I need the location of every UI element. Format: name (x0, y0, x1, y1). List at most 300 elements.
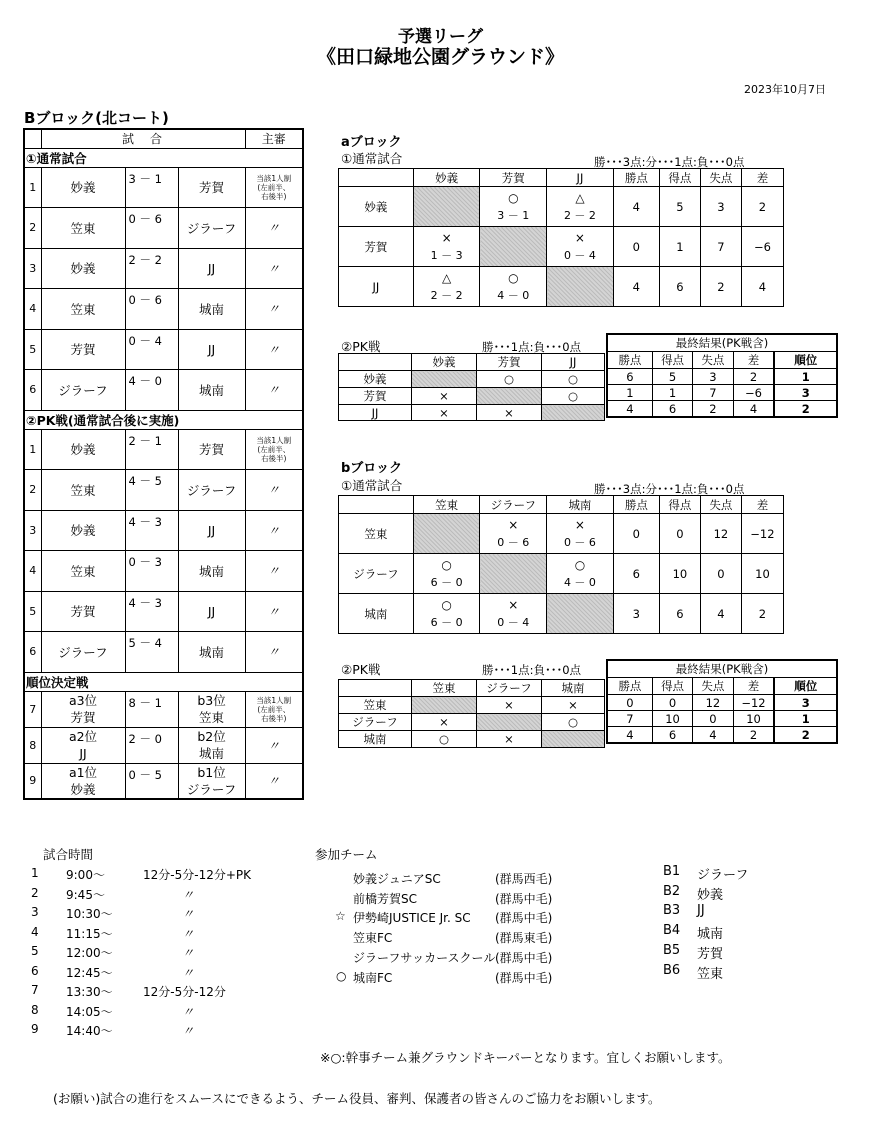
referee-cell (245, 727, 303, 763)
home-team: ジラーフ (41, 632, 125, 673)
slot-label: a2位 (68, 729, 98, 744)
team-col-header: 芳賀 (480, 169, 547, 187)
b-final-table (606, 659, 838, 744)
team-name: 城南 (339, 731, 412, 748)
pk-row (339, 371, 605, 388)
final-stat: −6 (733, 385, 774, 401)
match-number: 5 (24, 591, 41, 632)
result-symbol: × (441, 231, 452, 245)
team-code: B6 (663, 962, 681, 978)
stat-value: 1 (659, 227, 700, 267)
ditto-mark: 〃 (267, 302, 280, 317)
ditto-mark: 〃 (267, 523, 280, 538)
score: 0 － 4 (128, 333, 162, 348)
final-row (607, 369, 837, 385)
result-symbol: ○ (441, 558, 452, 572)
final-stat: 10 (733, 711, 774, 727)
match-header-spacer (24, 129, 41, 148)
home-team: 笠東 (41, 470, 125, 511)
pk-result: ○ (412, 731, 477, 748)
team-row (339, 227, 784, 267)
result-cell (547, 227, 614, 267)
team-code: B1 (663, 864, 681, 879)
final-row (607, 385, 837, 401)
team-col-header: 笠東 (413, 496, 480, 514)
stat-header: 得点 (659, 169, 700, 187)
result-symbol: ○ (508, 271, 519, 285)
ranking-match-row (24, 763, 303, 799)
result-score: 6 － 0 (430, 576, 463, 589)
score-cell (125, 763, 178, 799)
final-stat: 2 (693, 401, 733, 418)
stat-header: 得点 (652, 678, 692, 695)
stat-header: 差 (733, 352, 774, 369)
match-row (24, 208, 303, 249)
final-stat: 1 (607, 385, 652, 401)
referee-note-line: (左前半、 (257, 704, 291, 714)
referee-column-header: 主審 (245, 129, 303, 148)
slot-team: 城南 (199, 746, 225, 761)
slot-label: a1位 (68, 764, 98, 780)
referee-note-line: (左前半、 (257, 444, 291, 454)
match-row (24, 370, 303, 411)
final-stat: 4 (607, 727, 652, 744)
final-row (607, 711, 837, 727)
match-number: 6 (24, 370, 41, 411)
team-code: B5 (663, 942, 681, 958)
referee-cell (245, 370, 303, 411)
corner-cell (339, 354, 412, 371)
away-team: JJ (178, 591, 245, 632)
schedule-number: 5 (31, 944, 39, 958)
pk-result: ○ (542, 388, 605, 405)
stat-value: 4 (613, 267, 659, 307)
result-score: 0 － 4 (563, 249, 596, 262)
match-number: 5 (24, 329, 41, 370)
schedule-number: 6 (31, 963, 39, 978)
schedule-number: 8 (31, 1002, 39, 1017)
team-short-name: 城南 (697, 927, 724, 943)
match-number: 6 (24, 632, 41, 673)
team-name: 笠東 (339, 697, 412, 714)
score: 4 － 0 (128, 374, 162, 388)
team-full-name: 前橋芳賀SC (353, 891, 417, 906)
referee-cell (245, 691, 303, 727)
title-line2: 《田口緑地公園グラウンド》 (316, 46, 564, 68)
referee-note-line: 右後半) (261, 453, 287, 463)
stat-header: 失点 (693, 678, 733, 695)
footer-request: (お願い)試合の進行をスムースにできるよう、チーム役員、審判、保護者の皆さんのご協力をお願いします。 (53, 1091, 661, 1106)
stat-value: 0 (659, 514, 700, 554)
home-team: 芳賀 (41, 591, 125, 632)
result-score: 0 － 6 (563, 536, 596, 549)
away-team: 芳賀 (178, 167, 245, 208)
team-col-header: 城南 (547, 496, 614, 514)
stat-value: 5 (659, 187, 700, 227)
home-team: 笠東 (41, 551, 125, 592)
referee-note-line: 当該1人制 (256, 435, 292, 445)
match-number: 9 (24, 763, 41, 799)
score: 2 － 0 (128, 731, 162, 746)
team-name: 城南 (339, 594, 414, 634)
schedule-number: 2 (31, 885, 39, 900)
stat-value: 2 (700, 267, 741, 307)
result-cell (413, 267, 480, 307)
stat-value: 6 (659, 594, 700, 634)
team-full-name: 笠東FC (353, 931, 393, 946)
team-area: (群馬中毛) (495, 970, 553, 985)
away-team: ジラーフ (178, 208, 245, 249)
score-cell (125, 727, 178, 763)
final-stat: 6 (607, 369, 652, 385)
referee-cell (245, 167, 303, 208)
match-number: 4 (24, 551, 41, 592)
match-number: 7 (24, 691, 41, 727)
away-team: JJ (178, 510, 245, 551)
stat-value: −6 (741, 227, 783, 267)
pk-result: ○ (542, 371, 605, 388)
referee-cell (245, 429, 303, 470)
team-short-name: 妙義 (697, 887, 724, 903)
pk-result: ○ (542, 714, 605, 731)
home-team: 妙義 (41, 167, 125, 208)
result-cell (547, 554, 614, 594)
result-cell (547, 187, 614, 227)
stat-value: 7 (700, 227, 741, 267)
a-block-title: aブロック (341, 135, 402, 150)
a-normal-title: ①通常試合 (341, 151, 403, 166)
stat-value: 6 (659, 267, 700, 307)
score-cell (125, 632, 178, 673)
a-final-table (606, 333, 838, 418)
pk-row (339, 405, 605, 421)
team-name: 妙義 (339, 187, 414, 227)
final-stat: 12 (693, 695, 733, 711)
match-row (24, 510, 303, 551)
referee-note-line: 当該1人制 (256, 173, 292, 183)
schedule-time: 14:40～ (66, 1024, 113, 1038)
stat-header: 失点 (700, 496, 741, 514)
result-score: 4 － 0 (563, 576, 596, 589)
a-round-robin-table (338, 168, 784, 307)
final-row (607, 401, 837, 418)
referee-cell (245, 763, 303, 799)
block-title: Bブロック(北コート) (24, 109, 169, 127)
away-team: ジラーフ (178, 470, 245, 511)
team-col-header: ジラーフ (480, 496, 547, 514)
score: 0 － 5 (128, 767, 162, 782)
slot-label: a3位 (68, 693, 98, 708)
away-team: JJ (178, 329, 245, 370)
a-pk-title: ②PK戦 (341, 339, 381, 354)
a-pk-points-rule: 勝･･･1点:負･･･0点 (482, 340, 582, 354)
schedule-format: 〃 (182, 926, 195, 941)
referee-cell (245, 248, 303, 289)
match-number: 3 (24, 248, 41, 289)
result-symbol: ○ (574, 558, 586, 572)
title-line1: 予選リーグ (398, 27, 483, 47)
self-match-cell (412, 371, 477, 388)
score: 2 － 2 (128, 252, 162, 267)
score-cell (125, 429, 178, 470)
final-stat: 1 (652, 385, 692, 401)
schedule-number: 9 (31, 1022, 39, 1036)
away-team: 城南 (178, 551, 245, 592)
team-full-name: 妙義ジュニアSC (353, 872, 441, 886)
score: 8 － 1 (128, 695, 162, 710)
host-mark: ○ (336, 968, 347, 983)
score-cell (125, 248, 178, 289)
match-row (24, 632, 303, 673)
a-pk-table (338, 353, 605, 421)
team-row (339, 267, 784, 307)
match-column-header: 試 合 (41, 129, 245, 148)
result-symbol: △ (575, 191, 585, 205)
result-score: 1 － 3 (430, 249, 463, 262)
self-match-cell (413, 187, 480, 227)
team-short-name: 笠東 (697, 966, 724, 982)
schedule-time: 9:00～ (66, 868, 105, 882)
referee-note-line: 右後半) (261, 191, 287, 201)
match-row (24, 551, 303, 592)
ditto-mark: 〃 (267, 738, 280, 753)
referee-cell (245, 632, 303, 673)
match-row (24, 248, 303, 289)
stat-header: 勝点 (607, 352, 652, 369)
corner-cell (339, 496, 414, 514)
stat-value: 3 (613, 594, 659, 634)
schedule-time: 14:05～ (66, 1004, 113, 1019)
match-number: 3 (24, 510, 41, 551)
section-ranking: 順位決定戦 (24, 672, 303, 691)
home-team: 笠東 (41, 208, 125, 249)
final-stat: 4 (693, 727, 733, 744)
home-team: 妙義 (41, 510, 125, 551)
slot-team: 芳賀 (70, 710, 96, 725)
final-stat: 10 (652, 711, 692, 727)
team-code: B4 (663, 923, 681, 939)
home-team: 妙義 (41, 248, 125, 289)
score-cell (125, 551, 178, 592)
ditto-mark: 〃 (267, 342, 280, 357)
referee-cell (245, 591, 303, 632)
self-match-cell (412, 697, 477, 714)
final-stat: 6 (652, 727, 692, 744)
pk-row (339, 714, 605, 731)
away-team: JJ (178, 248, 245, 289)
ditto-mark: 〃 (267, 383, 280, 398)
ditto-mark: 〃 (267, 645, 280, 660)
schedule-number: 7 (31, 983, 39, 997)
team-col-header: 芳賀 (477, 354, 542, 371)
result-symbol: × (574, 518, 585, 532)
team-name: ジラーフ (339, 714, 412, 731)
home-slot (41, 727, 125, 763)
schedule-format: 〃 (182, 1004, 195, 1019)
match-number: 1 (24, 429, 41, 470)
footer-note: ※○:幹事チーム兼グラウンドキーパーとなります。宜しくお願いします。 (320, 1050, 731, 1065)
stat-value: 10 (659, 554, 700, 594)
away-slot (178, 763, 245, 799)
stat-value: 2 (741, 594, 783, 634)
team-area: (群馬中毛) (495, 950, 553, 965)
stat-value: 0 (613, 227, 659, 267)
team-name: 妙義 (339, 371, 412, 388)
final-stat: 6 (652, 401, 692, 418)
score-cell (125, 591, 178, 632)
match-row (24, 470, 303, 511)
schedule-number: 3 (31, 905, 39, 919)
rank-value: 3 (774, 385, 837, 401)
final-stat: 2 (733, 369, 774, 385)
pk-result: ○ (477, 371, 542, 388)
rank-value: 3 (774, 695, 837, 711)
result-score: 0 － 4 (497, 616, 530, 629)
score: 5 － 4 (128, 636, 162, 650)
slot-team: 笠東 (199, 710, 225, 725)
pk-result: × (412, 405, 477, 421)
score-cell (125, 208, 178, 249)
score: 4 － 3 (128, 595, 162, 610)
score-cell (125, 470, 178, 511)
referee-note-line: (左前半、 (257, 182, 291, 192)
b-round-robin-table (338, 495, 784, 634)
rank-value: 1 (774, 369, 837, 385)
rank-value: 2 (774, 727, 837, 744)
referee-cell (245, 470, 303, 511)
final-stat: 0 (693, 711, 733, 727)
referee-cell (245, 551, 303, 592)
final-stat: 5 (652, 369, 692, 385)
team-name: JJ (339, 405, 412, 421)
home-slot (41, 691, 125, 727)
ditto-mark: 〃 (267, 261, 280, 276)
match-row (24, 167, 303, 208)
rank-header: 順位 (774, 678, 837, 695)
self-match-cell (477, 714, 542, 731)
self-match-cell (547, 594, 614, 634)
team-name: 芳賀 (339, 388, 412, 405)
score-cell (125, 167, 178, 208)
final-row (607, 727, 837, 744)
b-pk-title: ②PK戦 (341, 662, 381, 677)
stat-header: 失点 (693, 352, 733, 369)
final-stat: 7 (607, 711, 652, 727)
corner-cell (339, 169, 414, 187)
team-col-header: JJ (542, 354, 605, 371)
self-match-cell (480, 554, 547, 594)
score: 4 － 3 (128, 514, 162, 529)
team-col-header: 城南 (542, 680, 605, 697)
result-score: 3 － 1 (497, 209, 530, 222)
team-row (339, 514, 784, 554)
pk-result: × (412, 388, 477, 405)
referee-note-line: 右後半) (261, 713, 287, 723)
self-match-cell (477, 388, 542, 405)
score-cell (125, 289, 178, 330)
team-col-header: 笠東 (412, 680, 477, 697)
result-symbol: ○ (508, 191, 519, 205)
result-cell (480, 267, 547, 307)
document-date: 2023年10月7日 (744, 83, 826, 96)
team-code: B2 (663, 883, 681, 899)
home-team: 笠東 (41, 289, 125, 330)
schedule-format: 12分-5分-12分+PK (143, 868, 251, 882)
schedule-format: 〃 (182, 965, 195, 980)
a-points-rule: 勝･･･3点:分･･･1点:負･･･0点 (594, 155, 745, 169)
ditto-mark: 〃 (267, 774, 280, 789)
score: 2 － 1 (128, 433, 162, 448)
pk-result: × (412, 714, 477, 731)
team-name: ジラーフ (339, 554, 414, 594)
team-row (339, 554, 784, 594)
self-match-cell (542, 731, 605, 748)
pk-result: × (477, 731, 542, 748)
ranking-match-row (24, 691, 303, 727)
away-team: 城南 (178, 370, 245, 411)
team-short-name: ジラーフ (697, 868, 749, 883)
home-team: 芳賀 (41, 329, 125, 370)
slot-team: JJ (79, 746, 87, 761)
score: 3 － 1 (128, 171, 162, 186)
stat-value: 12 (700, 514, 741, 554)
result-symbol: ○ (441, 598, 452, 612)
final-stat: 4 (607, 401, 652, 418)
stat-header: 勝点 (613, 169, 659, 187)
result-score: 6 － 0 (430, 616, 463, 629)
final-stat: −12 (733, 695, 774, 711)
final-result-title: 最終結果(PK戦含) (607, 334, 837, 352)
stat-value: 0 (700, 554, 741, 594)
home-team: ジラーフ (41, 370, 125, 411)
referee-cell (245, 329, 303, 370)
match-number: 4 (24, 289, 41, 330)
schedule-format: 〃 (182, 887, 195, 902)
stat-header: 得点 (652, 352, 692, 369)
away-team: 芳賀 (178, 429, 245, 470)
final-stat: 2 (733, 727, 774, 744)
schedule-format: 〃 (182, 1024, 195, 1038)
stat-header: 差 (733, 678, 774, 695)
stat-value: 6 (613, 554, 659, 594)
ditto-mark: 〃 (267, 221, 280, 236)
self-match-cell (542, 405, 605, 421)
pk-result: × (477, 697, 542, 714)
final-result-title: 最終結果(PK戦含) (607, 660, 837, 678)
match-number: 2 (24, 208, 41, 249)
team-col-header: 妙義 (413, 169, 480, 187)
schedule-time: 13:30～ (66, 985, 113, 999)
team-row (339, 594, 784, 634)
rank-value: 2 (774, 401, 837, 418)
match-row (24, 429, 303, 470)
stat-header: 得点 (659, 496, 700, 514)
result-cell (480, 594, 547, 634)
pk-result: × (542, 697, 605, 714)
team-short-name: JJ (697, 903, 705, 919)
match-number: 2 (24, 470, 41, 511)
pk-row (339, 697, 605, 714)
schedule-number: 1 (31, 866, 39, 880)
score-cell (125, 329, 178, 370)
final-row (607, 695, 837, 711)
corner-cell (339, 680, 412, 697)
result-symbol: × (508, 518, 519, 532)
home-slot (41, 763, 125, 799)
schedule-time: 12:00～ (66, 946, 113, 960)
self-match-cell (413, 514, 480, 554)
result-cell (480, 187, 547, 227)
